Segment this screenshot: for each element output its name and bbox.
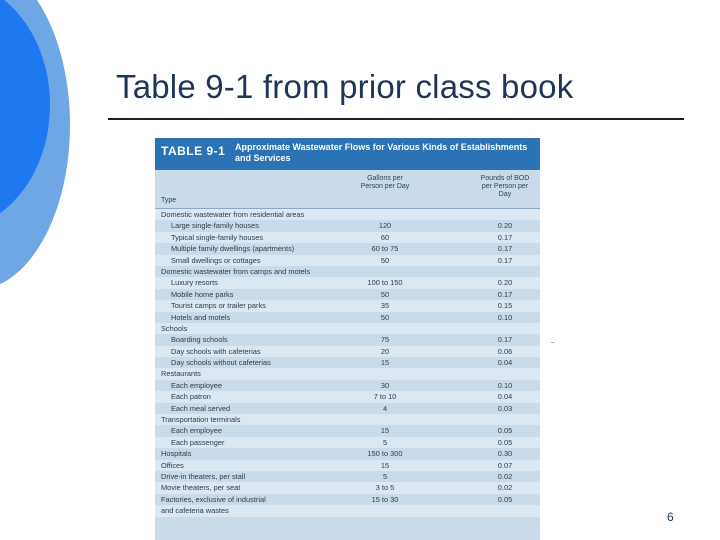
row-name: Each patron	[171, 392, 211, 402]
table-row	[155, 391, 540, 402]
row-gallons: 50	[380, 312, 390, 322]
row-bod: 0.17	[497, 289, 513, 299]
table-row	[155, 414, 540, 425]
row-bod: 0.17	[497, 335, 513, 345]
row-name: Luxury resorts	[171, 278, 218, 288]
row-gallons: 35	[380, 301, 390, 311]
row-gallons: 50	[380, 255, 390, 265]
table-row	[155, 312, 540, 323]
row-gallons: 15	[380, 358, 390, 368]
table-row	[155, 403, 540, 414]
row-gallons: 15	[380, 426, 390, 436]
table-row	[155, 209, 540, 220]
row-name: Small dwellings or cottages	[171, 255, 261, 265]
table-label: TABLE 9-1	[161, 144, 226, 158]
table-row	[155, 448, 540, 459]
table-row	[155, 425, 540, 436]
table-row	[155, 368, 540, 379]
table-header	[155, 138, 540, 170]
row-name: Each passenger	[171, 437, 225, 447]
row-gallons: 7 to 10	[373, 392, 397, 402]
row-bod: 0.10	[497, 380, 513, 390]
column-header-bod: Pounds of BOD per Person per Day	[480, 175, 530, 198]
row-bod: 0.04	[497, 358, 513, 368]
row-gallons: 5	[382, 471, 388, 481]
row-bod: 0.20	[497, 221, 513, 231]
row-name: Movie theaters, per seat	[161, 483, 241, 493]
table-row	[155, 494, 540, 505]
row-bod: 0.03	[497, 403, 513, 413]
row-gallons: 15	[380, 460, 390, 470]
row-name: Mobile home parks	[171, 289, 234, 299]
table-row	[155, 460, 540, 471]
row-name: Factories, exclusive of industrial	[161, 494, 266, 504]
row-gallons: 75	[380, 335, 390, 345]
row-name: Tourist camps or trailer parks	[171, 301, 266, 311]
row-bod: 0.17	[497, 255, 513, 265]
row-gallons: 5	[382, 437, 388, 447]
table-row	[155, 232, 540, 243]
row-name: Transportation terminals	[161, 415, 241, 425]
table-image	[155, 138, 540, 540]
row-gallons: 15 to 30	[371, 494, 399, 504]
column-header-gallons: Gallons per Person per Day	[360, 175, 410, 190]
row-name: Restaurants	[161, 369, 201, 379]
row-bod: 0.05	[497, 494, 513, 504]
row-name: Each employee	[171, 380, 222, 390]
slide-title: Table 9-1 from prior class book	[116, 68, 574, 105]
row-name: Boarding schools	[171, 335, 228, 345]
row-name: Domestic wastewater from camps and motels	[161, 266, 311, 276]
table-row	[155, 220, 540, 231]
row-gallons: 60	[380, 232, 390, 242]
row-bod: 0.02	[497, 483, 513, 493]
row-bod: 0.02	[497, 471, 513, 481]
row-name: Schools	[161, 323, 188, 333]
row-bod: 0.20	[497, 278, 513, 288]
row-bod: 0.17	[497, 232, 513, 242]
row-name: Offices	[161, 460, 184, 470]
table-row	[155, 243, 540, 254]
row-name: Hotels and motels	[171, 312, 231, 322]
row-gallons: 20	[380, 346, 390, 356]
table-row	[155, 437, 540, 448]
row-bod: 0.30	[497, 449, 513, 459]
row-bod: 0.05	[497, 426, 513, 436]
row-bod: 0.15	[497, 301, 513, 311]
row-name: Day schools without cafeterias	[171, 358, 271, 368]
stray-mark	[551, 342, 554, 343]
column-header-type: Type	[161, 197, 177, 204]
row-gallons: 60 to 75	[371, 244, 399, 254]
row-gallons: 30	[380, 380, 390, 390]
row-name: Day schools with cafeterias	[171, 346, 261, 356]
row-bod: 0.10	[497, 312, 513, 322]
row-gallons: 4	[382, 403, 388, 413]
row-name: Drive-in theaters, per stall	[161, 471, 246, 481]
row-name: Typical single-family houses	[171, 232, 264, 242]
table-body	[155, 209, 540, 517]
table-row	[155, 323, 540, 334]
table-caption: Approximate Wastewater Flows for Various Kinds of Establishments and Services	[235, 142, 528, 163]
row-gallons: 3 to 5	[375, 483, 395, 493]
table-row	[155, 346, 540, 357]
row-name: Hospitals	[161, 449, 192, 459]
row-bod: 0.04	[497, 392, 513, 402]
row-gallons: 50	[380, 289, 390, 299]
table-row	[155, 289, 540, 300]
table-row	[155, 482, 540, 493]
row-name: Domestic wastewater from residential areas	[161, 210, 305, 219]
table-row	[155, 357, 540, 368]
row-bod: 0.05	[497, 437, 513, 447]
table-row	[155, 471, 540, 482]
row-gallons: 120	[378, 221, 392, 231]
row-name: Multiple family dwellings (apartments)	[171, 244, 295, 254]
row-bod: 0.06	[497, 346, 513, 356]
title-underline	[108, 118, 684, 120]
table-row	[155, 266, 540, 277]
row-name: Each meal served	[171, 403, 231, 413]
row-bod: 0.17	[497, 244, 513, 254]
row-name: Large single-family houses	[171, 221, 259, 231]
row-name: Each employee	[171, 426, 222, 436]
table-row	[155, 505, 540, 516]
table-row	[155, 277, 540, 288]
table-row	[155, 300, 540, 311]
table-row	[155, 334, 540, 345]
table-row	[155, 380, 540, 391]
table-row	[155, 255, 540, 266]
row-name: and cafeteria wastes	[161, 506, 229, 516]
row-gallons: 100 to 150	[367, 278, 403, 288]
page-number: 6	[667, 510, 674, 524]
row-bod: 0.07	[497, 460, 513, 470]
column-headers	[155, 170, 540, 209]
row-gallons: 150 to 300	[367, 449, 403, 459]
